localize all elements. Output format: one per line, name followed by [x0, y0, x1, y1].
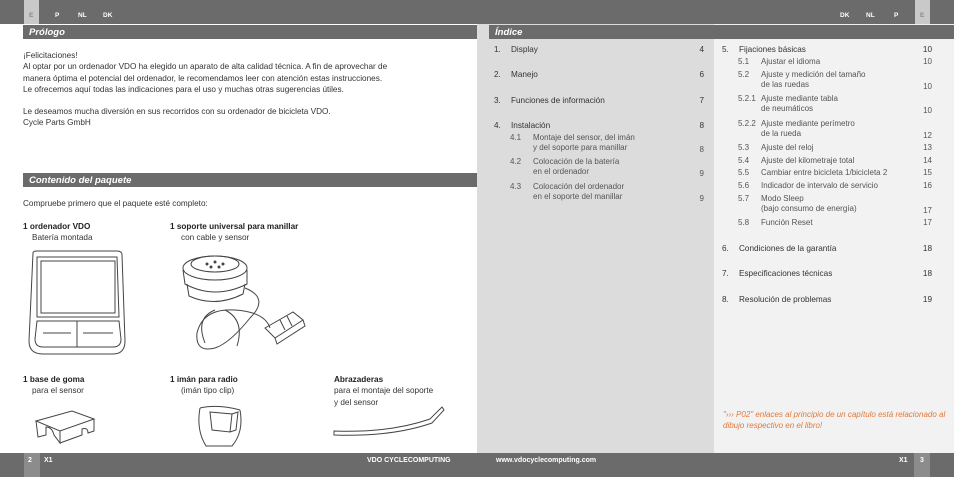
toc-entry-number: 5.4 [738, 156, 750, 165]
toc-entry-label [533, 133, 635, 152]
footer-brand: VDO CYCLECOMPUTING [367, 457, 451, 464]
toc-entry-label-line: en el soporte del manillar [533, 192, 623, 201]
toc-entry-number: 4.1 [510, 133, 522, 142]
toc-entry-page: 13 [923, 143, 932, 152]
toc-entry-label-line: Montaje del sensor, del imán [533, 133, 635, 142]
rubber-base-illustration [32, 405, 102, 447]
item-name: Abrazaderas [334, 375, 384, 384]
toc-entry-label-line: Funciones de información [511, 96, 605, 105]
toc-entry-label-line: Ajuste del reloj [761, 143, 814, 152]
package-intro: Compruebe primero que el paquete esté completo: [23, 199, 208, 208]
toc-entry-label-line: Ajuste mediante perímetro [761, 119, 855, 128]
toc-entry-label-line: Manejo [511, 70, 538, 79]
toc-entry-label-line: Colocación de la batería [533, 157, 620, 166]
toc-entry-page: 10 [923, 106, 932, 115]
lang-nl-left[interactable]: NL [78, 12, 87, 19]
toc-entry-page: 19 [922, 295, 932, 304]
lang-nl-right[interactable]: NL [866, 12, 875, 19]
preface-title: Prólogo [29, 27, 65, 38]
package-item-computer [23, 221, 93, 244]
toc-entry-page: 9 [699, 169, 704, 178]
toc-entry-label [761, 156, 854, 165]
toc-entry-page: 17 [923, 206, 932, 215]
toc-entry-label-line: Colocación del ordenador [533, 182, 625, 191]
toc-entry-number: 5.7 [738, 194, 750, 203]
toc-entry-number: 5.2 [738, 70, 750, 79]
toc-entry-number: 5.8 [738, 218, 750, 227]
toc-entry-label-line: de neumáticos [761, 104, 814, 113]
toc-entry-label [761, 57, 820, 66]
toc-entry-label [761, 194, 857, 213]
toc-entry-label-line: Ajuste mediante tabla [761, 94, 838, 103]
item-desc: y del sensor [334, 397, 379, 407]
preface-text [23, 50, 468, 129]
toc-entry-label [533, 157, 619, 176]
toc-entry-page: 12 [923, 131, 932, 140]
toc-entry-page: 17 [923, 218, 932, 227]
toc-entry-page: 8 [699, 121, 704, 130]
preface-line: manera óptima el potencial del ordenador, le recomendamos leer con atención estas instrucciones. [23, 73, 383, 83]
toc-entry-label [761, 119, 855, 138]
package-item-mount [170, 221, 298, 244]
toc-entry-label-line: en el ordenador [533, 167, 590, 176]
item-desc: Batería montada [32, 233, 93, 243]
toc-entry-label [511, 121, 550, 130]
toc-entry-label-line: Modo Sleep [761, 194, 804, 203]
toc-entry-number: 5.6 [738, 181, 750, 190]
item-name: 1 soporte universal para manillar [170, 222, 299, 231]
toc-entry-label [739, 45, 806, 54]
toc-entry-label [761, 218, 813, 227]
toc-entry-label-line: Función Reset [761, 218, 813, 227]
mount-illustration [175, 248, 325, 363]
magnet-illustration [192, 402, 252, 450]
toc-entry-number: 8. [722, 295, 729, 304]
lang-e-left[interactable]: E [29, 12, 34, 19]
item-desc: (imán tipo clip) [181, 386, 235, 396]
toc-entry-label-line: Ajuste del kilometraje total [761, 156, 855, 165]
toc-entry-label [511, 70, 538, 79]
preface-line: Al optar por un ordenador VDO ha elegido un aparato de alta calidad técnica. A fin de aprovechar de [23, 62, 388, 72]
toc-entry-label [761, 94, 838, 113]
toc-entry-label [533, 182, 624, 201]
toc-entry-number: 5.2.2 [738, 119, 756, 128]
toc-column-2 [722, 45, 932, 315]
preface-line: Le deseamos mucha diversión en sus recorridos con su ordenador de bicicleta VDO. [23, 107, 331, 117]
toc-entry-label-line: Indicador de intervalo de servicio [761, 181, 878, 190]
toc-entry-number: 5.5 [738, 168, 750, 177]
toc-entry-label [739, 244, 836, 253]
item-desc: para el sensor [32, 386, 84, 396]
toc-header [489, 25, 954, 39]
toc-entry-label-line: Ajuste y medición del tamaño [761, 70, 866, 79]
toc-entry-label-line: de las ruedas [761, 80, 810, 89]
toc-entry-label-line: Display [511, 45, 538, 54]
toc-entry-number: 4. [494, 121, 501, 130]
toc-entry-number: 3. [494, 96, 501, 105]
item-name: 1 ordenador VDO [23, 222, 91, 231]
toc-column-1 [494, 45, 704, 215]
toc-entry-label [761, 143, 813, 152]
preface-line: Cycle Parts GmbH [23, 118, 91, 128]
toc-entry-label [511, 45, 538, 54]
toc-entry-number: 2. [494, 70, 501, 79]
toc-entry-page: 16 [923, 181, 932, 190]
toc-entry-page: 7 [699, 96, 704, 105]
lang-p-right[interactable]: P [894, 12, 899, 19]
computer-illustration [25, 249, 130, 359]
toc-entry-page: 8 [699, 145, 704, 154]
toc-entry-page: 9 [699, 194, 704, 203]
toc-entry-label [739, 295, 831, 304]
lang-dk-right[interactable]: DK [840, 12, 850, 19]
top-bar [0, 0, 954, 24]
toc-entry-label-line: Ajustar el idioma [761, 57, 821, 66]
toc-entry-page: 10 [922, 45, 932, 54]
toc-entry-label-line: Fijaciones básicas [739, 45, 806, 54]
preface-line: ¡Felicitaciones! [23, 51, 78, 60]
toc-entry-label [761, 70, 866, 89]
page-number-right: 3 [920, 457, 924, 464]
toc-title: Índice [495, 27, 523, 38]
toc-entry-label-line: y del soporte para manillar [533, 143, 628, 152]
preface-header [23, 25, 477, 39]
toc-entry-number: 5.3 [738, 143, 750, 152]
toc-entry-number: 1. [494, 45, 501, 54]
toc-entry-number: 4.3 [510, 182, 522, 191]
lang-dk-left[interactable]: DK [103, 12, 113, 19]
toc-note: "››› P02" enlaces al principio de un capítulo está relacionado al dibujo respectivo en el libro! [723, 410, 946, 430]
toc-entry-label [761, 168, 887, 177]
package-item-cable-ties [334, 374, 433, 408]
toc-entry-label-line: Condiciones de la garantía [739, 244, 837, 253]
item-name: 1 imán para radio [170, 375, 238, 384]
model-right: X1 [899, 457, 908, 464]
toc-entry-label-line: Resolución de problemas [739, 295, 832, 304]
toc-entry-label [739, 269, 832, 278]
page-number-box-left [24, 453, 40, 477]
package-item-magnet [170, 374, 238, 397]
package-title: Contenido del paquete [29, 175, 132, 186]
footer-url[interactable]: www.vdocyclecomputing.com [496, 457, 597, 464]
toc-entry-label-line: de la rueda [761, 129, 802, 138]
item-desc: con cable y sensor [181, 233, 250, 243]
cable-tie-illustration [330, 405, 450, 437]
toc-entry-number: 7. [722, 269, 729, 278]
toc-entry-page: 6 [699, 70, 704, 79]
toc-entry-page: 14 [923, 156, 932, 165]
model-left: X1 [44, 457, 53, 464]
footer [0, 453, 954, 477]
toc-entry-label-line: Cambiar entre bicicleta 1/bicicleta 2 [761, 168, 888, 177]
toc-entry-label-line: Instalación [511, 121, 551, 130]
toc-entry-label-line: (bajo consumo de energía) [761, 204, 857, 213]
toc-entry-label [511, 96, 605, 105]
toc-entry-label [761, 181, 878, 190]
item-name: 1 base de goma [23, 375, 85, 384]
toc-entry-number: 4.2 [510, 157, 522, 166]
toc-entry-page: 4 [699, 45, 704, 54]
toc-entry-page: 18 [922, 269, 932, 278]
toc-entry-label-line: Especificaciones técnicas [739, 269, 833, 278]
package-header [23, 173, 477, 187]
package-item-rubber-base [23, 374, 84, 397]
toc-entry-page: 10 [923, 57, 932, 66]
toc-entry-page: 18 [922, 244, 932, 253]
page-number-left: 2 [28, 457, 32, 464]
item-desc: para el montaje del soporte [334, 386, 434, 396]
preface-line: Le ofrecemos aquí todas las indicaciones para el uso y muchas otras sugerencias útiles. [23, 84, 344, 94]
toc-entry-page: 10 [923, 82, 932, 91]
toc-entry-number: 5.2.1 [738, 94, 756, 103]
lang-e-right[interactable]: E [920, 12, 925, 19]
toc-entry-number: 6. [722, 244, 729, 253]
lang-p-left[interactable]: P [55, 12, 60, 19]
toc-entry-page: 15 [923, 168, 932, 177]
toc-entry-number: 5. [722, 45, 729, 54]
toc-entry-number: 5.1 [738, 57, 750, 66]
